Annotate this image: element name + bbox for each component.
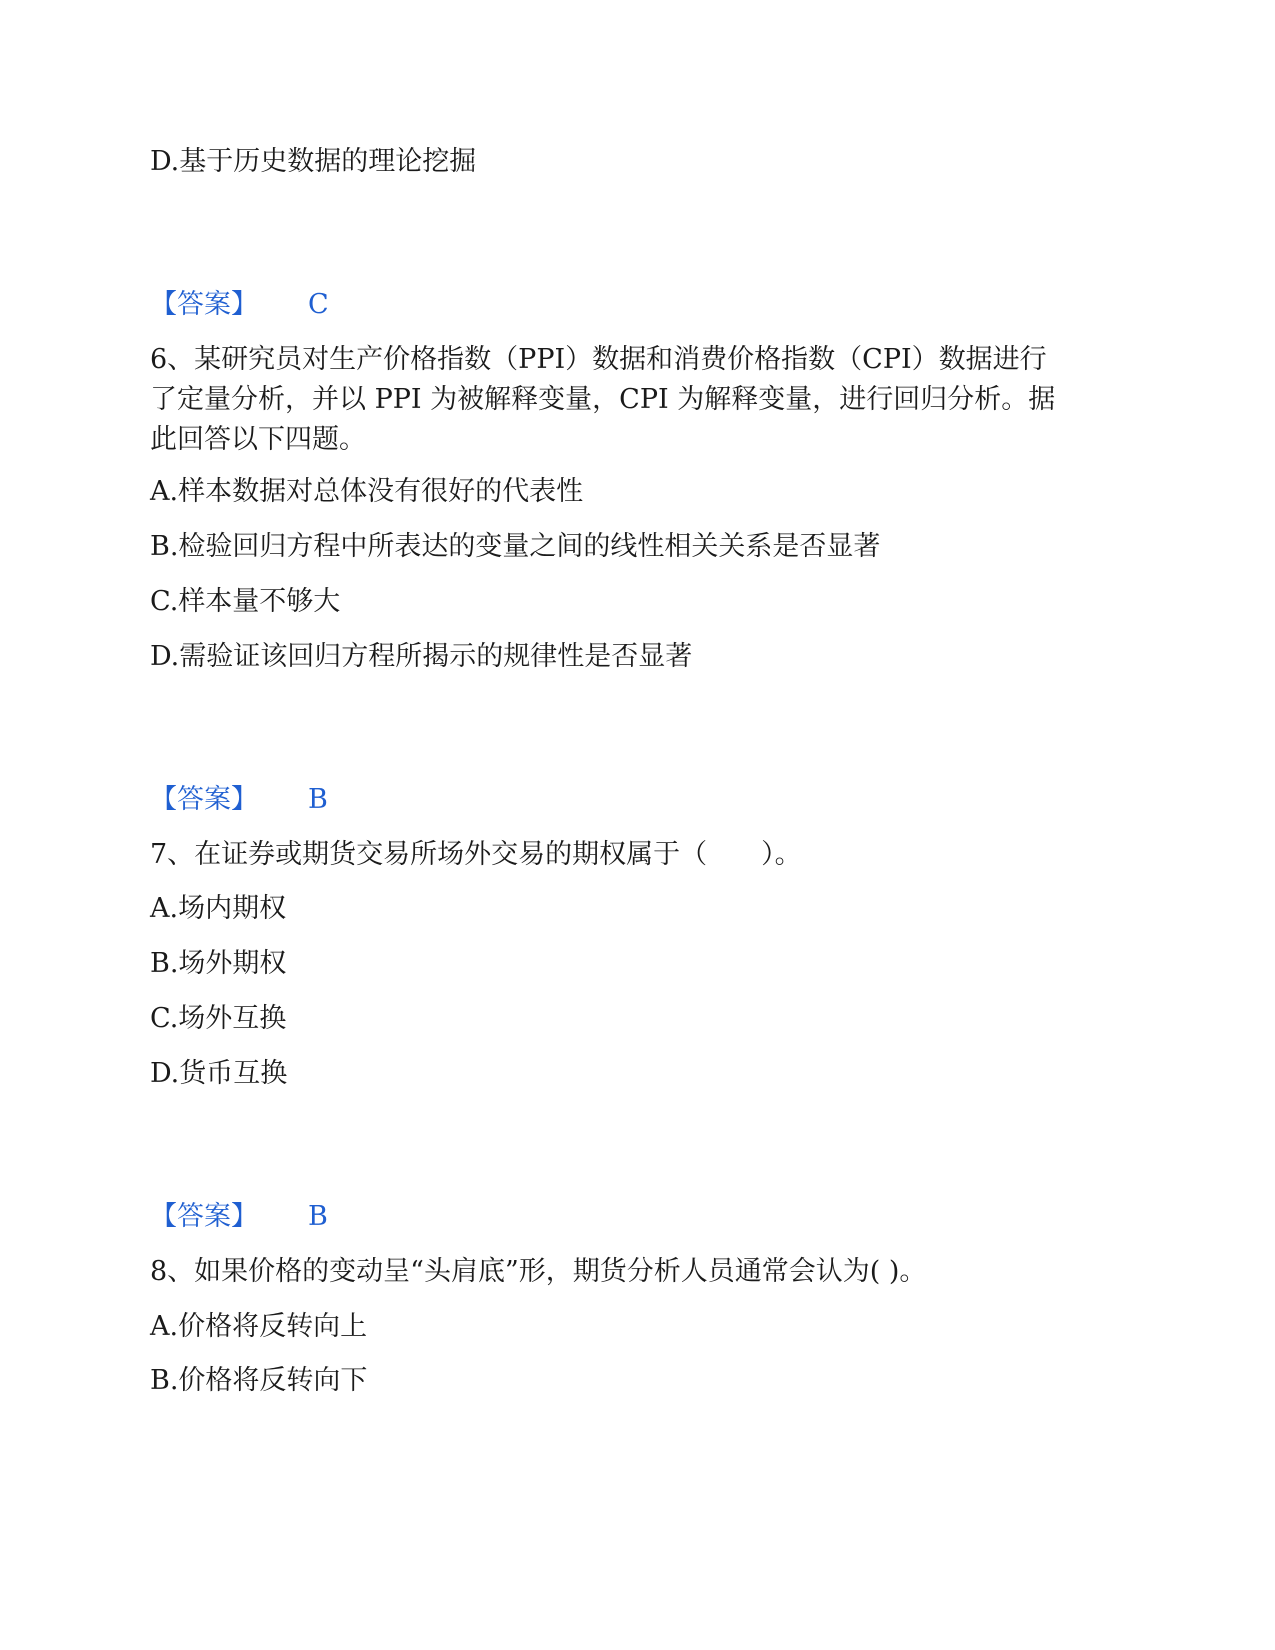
q7-answer-value: B <box>308 1201 328 1232</box>
q6-answer <box>150 780 328 820</box>
q6-stem-line1: 6、某研究员对生产价格指数（PPI）数据和消费价格指数（CPI）数据进行 <box>150 344 1047 375</box>
q7-answer-label: 【答案】 <box>150 1201 258 1232</box>
q6-answer-value: B <box>308 784 328 815</box>
q8-option-b: B.价格将反转向下 <box>150 1365 368 1396</box>
q6-option-a: A.样本数据对总体没有很好的代表性 <box>150 476 584 507</box>
q8-option-a: A.价格将反转向上 <box>150 1311 368 1342</box>
q7-option-a: A.场内期权 <box>150 893 287 924</box>
q7-option-b: B.场外期权 <box>150 948 287 979</box>
q7-answer <box>150 1197 328 1237</box>
q6-option-b: B.检验回归方程中所表达的变量之间的线性相关关系是否显著 <box>150 531 881 562</box>
q8-stem: 8、如果价格的变动呈“头肩底”形，期货分析人员通常会认为( )。 <box>150 1256 927 1287</box>
q7-stem: 7、在证券或期货交易所场外交易的期权属于（ ）。 <box>150 839 802 870</box>
q5-answer <box>150 285 329 325</box>
q6-option-c: C.样本量不够大 <box>150 586 341 617</box>
q6-answer-label: 【答案】 <box>150 784 258 815</box>
q5-answer-value: C <box>308 289 329 320</box>
q5-option-d: D.基于历史数据的理论挖掘 <box>150 146 477 177</box>
q7-option-c: C.场外互换 <box>150 1003 287 1034</box>
q6-stem-line2: 了定量分析，并以 PPI 为被解释变量，CPI 为解释变量，进行回归分析。据 <box>150 384 1056 415</box>
q6-option-d: D.需验证该回归方程所揭示的规律性是否显著 <box>150 641 693 672</box>
q5-answer-label: 【答案】 <box>150 289 258 320</box>
q6-stem-line3: 此回答以下四题。 <box>150 424 366 455</box>
q7-option-d: D.货币互换 <box>150 1058 288 1089</box>
